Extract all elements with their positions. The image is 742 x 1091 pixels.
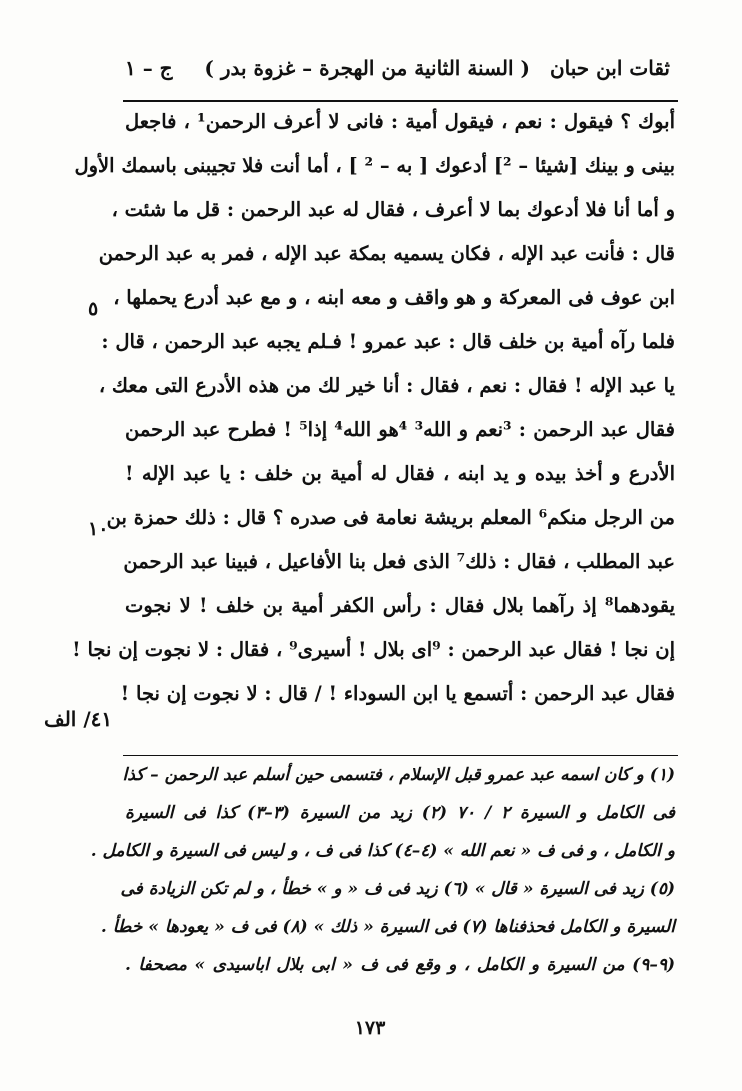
running-header xyxy=(125,56,670,90)
footnote-line: (٩–٩) من السيرة و الكامل ، و وقع فى ف « ابى بلال اباسيدى » مصحفا . xyxy=(125,955,675,975)
text-line: أبوك ؟ فيقول : نعم ، فيقول أمية : فانى لا أعرف الرحمن¹ ، فاجعل xyxy=(125,110,676,133)
footnote-line: (١) و كان اسمه عبد عمرو قبل الإسلام ، فتسمى حين أسلم عبد الرحمن – كذا xyxy=(122,765,675,785)
header-rule xyxy=(123,100,678,102)
manuscript-folio-note: ٤١/ الف xyxy=(44,707,113,731)
line-number-5: ٥ xyxy=(88,298,99,320)
footnote-line: فى الكامل و السيرة ٢ / ٧٠ (٢) زيد من السيرة (٣–٣) كذا فى السيرة xyxy=(125,803,676,823)
page-number: ١٧٣ xyxy=(354,1017,386,1039)
footnote-rule xyxy=(123,755,678,756)
text-line: من الرجل منكم⁶ المعلم بريشة نعامة فى صدره ؟ قال : ذلك حمزة بن xyxy=(106,506,675,529)
footnote-line: و الكامل ، و فى ف « نعم الله » (٤–٤) كذا فى ف ، و ليس فى السيرة و الكامل . xyxy=(90,841,675,861)
line-number-10: ١٠ xyxy=(88,518,109,540)
text-line: فقال عبد الرحمن : أتسمع يا ابن السوداء ! / قال : لا نجوت إن نجا ! xyxy=(120,682,675,705)
text-line: فلما رآه أمية بن خلف قال : عبد عمرو ! فـلم يجبه عبد الرحمن ، قال : xyxy=(101,330,675,353)
text-line: يقودهما⁸ إذ رآهما بلال فقال : رأس الكفر أمية بن خلف ! لا نجوت xyxy=(125,594,675,617)
text-line: قال : فأنت عبد الإله ، فكان يسميه بمكة عبد الإله ، فمر به عبد الرحمن xyxy=(98,242,675,265)
text-line: بينى و بينك [شيئا – ²] أدعوك [ به – ² ] ، أما أنت فلا تجيبنى باسمك الأول xyxy=(74,154,675,177)
text-line: فقال عبد الرحمن : ³نعم و الله³ ⁴هو الله⁴ إذا⁵ ! فطرح عبد الرحمن xyxy=(125,418,675,441)
text-line: ابن عوف فى المعركة و هو واقف و معه ابنه ، و مع عبد أدرع يحملها ، xyxy=(113,286,675,309)
footnote-line: (٥) زيد فى السيرة « قال » (٦) زيد فى ف « و » خطأ ، و لم تكن الزيادة فى xyxy=(120,879,675,899)
header-book-title: ثقات ابن حبان xyxy=(549,56,670,80)
text-line: إن نجا ! فقال عبد الرحمن : ⁹اى بلال ! أسيرى⁹ ، فقال : لا نجوت إن نجا ! xyxy=(72,638,675,661)
text-line: عبد المطلب ، فقال : ذلك⁷ الذى فعل بنا الأفاعيل ، فبينا عبد الرحمن xyxy=(123,550,675,573)
header-section-title: ( السنة الثانية من الهجرة – غزوة بدر ) xyxy=(204,56,530,80)
text-line: الأدرع و أخذ بيده و يد ابنه ، فقال له أمية بن خلف : يا عبد الإله ! xyxy=(125,462,675,485)
footnote-line: السيرة و الكامل فحذفناها (٧) فى السيرة « ذلك » (٨) فى ف « يعودها » خطأ . xyxy=(100,917,675,937)
header-volume: ج – ١ xyxy=(125,56,173,80)
text-line: يا عبد الإله ! فقال : نعم ، فقال : أنا خير لك من هذه الأدرع التى معك ، xyxy=(98,374,675,397)
text-line: و أما أنا فلا أدعوك بما لا أعرف ، فقال له عبد الرحمن : قل ما شئت ، xyxy=(111,198,675,221)
